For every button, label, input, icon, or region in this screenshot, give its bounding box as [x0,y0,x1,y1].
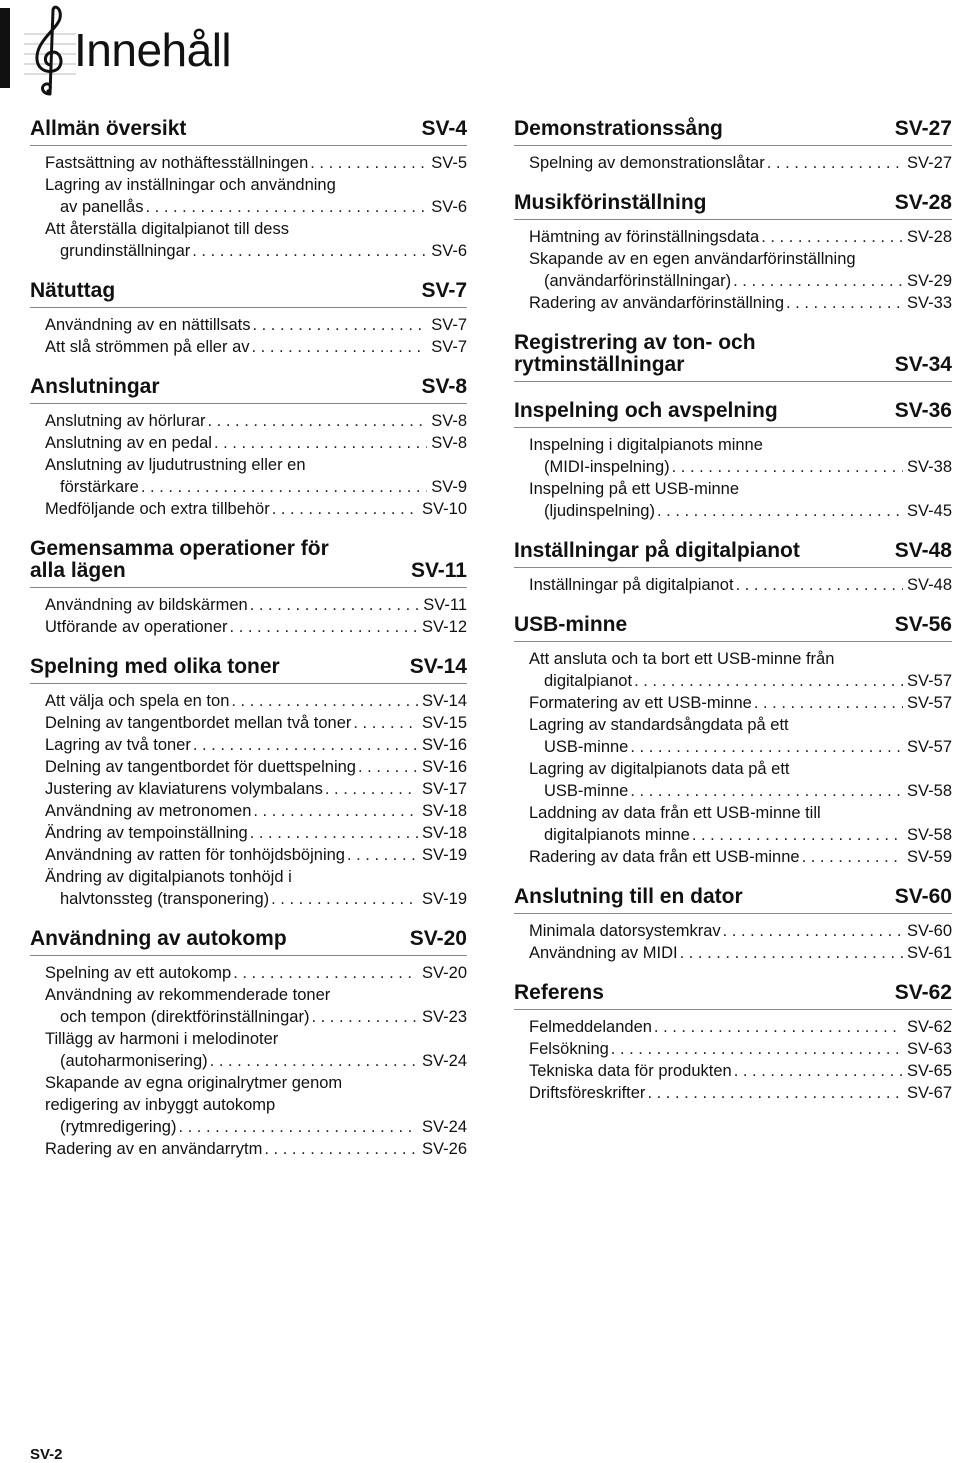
entry-line [45,712,467,734]
section-heading[interactable] [514,332,952,382]
entry-page-number: SV-59 [907,848,952,866]
entry-line [529,692,952,714]
section-page-number: SV-11 [410,559,467,582]
dot-leader [692,824,903,846]
entry-page-number: SV-57 [907,672,952,690]
dot-leader [733,270,903,292]
entry-page-number: SV-17 [422,780,467,798]
dot-leader [231,690,418,712]
entry-title: Användning av bildskärmen [45,596,248,614]
section-page-number: SV-48 [894,539,952,562]
entry-line [45,1138,467,1160]
toc-entry[interactable] [514,920,952,942]
section-heading[interactable] [514,540,952,568]
dot-leader [210,1050,418,1072]
dot-leader [178,1116,418,1138]
entry-title-first-line: Ändring av digitalpianots tonhöjd i [45,868,292,886]
entry-line [45,1116,467,1138]
toc-entry[interactable] [30,962,467,984]
entry-line [45,1006,467,1028]
entry-title: Justering av klaviaturens volymbalans [45,780,323,798]
toc-section [30,280,467,358]
section-heading[interactable] [30,656,467,684]
toc-entry[interactable] [30,844,467,866]
entry-title: Anslutning av en pedal [45,434,212,452]
section-page-number: SV-62 [894,981,952,1004]
section-page-number: SV-27 [894,117,952,140]
section-title: Gemensamma operationer för alla lägen [30,537,329,582]
section-heading[interactable] [514,118,952,146]
dot-leader [311,1006,418,1028]
entry-title: Användning av metronomen [45,802,252,820]
dot-leader [353,712,418,734]
dot-leader [647,1082,903,1104]
section-title: Anslutning till en dator [514,885,743,908]
toc-entry[interactable] [30,152,467,174]
entry-title: Utförande av operationer [45,618,228,636]
entry-title: Medföljande och extra tillbehör [45,500,270,518]
entry-page-number: SV-63 [907,1040,952,1058]
dot-leader [736,574,903,596]
entry-line [529,152,952,174]
toc-entry[interactable] [30,218,467,262]
toc-section [514,400,952,522]
entry-page-number: SV-65 [907,1062,952,1080]
dot-leader [358,756,418,778]
section-heading[interactable] [30,376,467,404]
entry-line [529,574,952,596]
entry-title: Att slå strömmen på eller av [45,338,250,356]
entry-title: (användarförinställningar) [544,272,732,290]
toc-right-column [514,118,952,1122]
section-title: Inspelning och avspelning [514,399,778,422]
entry-page-number: SV-23 [422,1008,467,1026]
entry-line [529,670,952,692]
dot-leader [250,822,418,844]
section-title: Inställningar på digitalpianot [514,539,800,562]
section-heading[interactable] [514,400,952,428]
entry-title: Spelning av ett autokomp [45,964,232,982]
entry-page-number: SV-24 [422,1052,467,1070]
entry-title: (rytmredigering) [60,1118,177,1136]
entry-line [45,756,467,778]
toc-entry[interactable] [30,866,467,910]
entry-line [45,336,467,358]
entry-line [45,962,467,984]
entry-line [45,314,467,336]
entry-title: Spelning av demonstrationslåtar [529,154,765,172]
entry-title-first-line: Lagring av inställningar och användning [45,176,336,194]
entry-page-number: SV-12 [422,618,467,636]
toc-entry[interactable] [30,734,467,756]
toc-entry[interactable] [30,756,467,778]
dot-leader [325,778,418,800]
entry-title-first-line: Att ansluta och ta bort ett USB-minne från [529,650,835,668]
entry-title: digitalpianots minne [544,826,690,844]
section-page-number: SV-34 [894,353,952,376]
dot-leader [761,226,903,248]
toc-entry[interactable] [514,434,952,478]
entry-title: Driftsföreskrifter [529,1084,646,1102]
entry-line [529,780,952,802]
dot-leader [192,240,427,262]
entry-page-number: SV-18 [422,824,467,842]
section-title: Spelning med olika toner [30,655,280,678]
dot-leader [250,594,420,616]
toc-entry[interactable] [514,714,952,758]
toc-section [30,656,467,910]
toc-entry[interactable] [30,174,467,218]
entry-title-first-line: Laddning av data från ett USB-minne till [529,804,821,822]
dot-leader [680,942,903,964]
entry-line [45,800,467,822]
toc-entry[interactable] [514,574,952,596]
entry-page-number: SV-24 [422,1118,467,1136]
entry-page-number: SV-67 [907,1084,952,1102]
entry-page-number: SV-61 [907,944,952,962]
entry-line [45,888,467,910]
entry-title: Minimala datorsystemkrav [529,922,721,940]
entry-title: Hämtning av förinställningsdata [529,228,760,246]
toc-entry[interactable] [30,454,467,498]
entry-page-number: SV-7 [431,316,467,334]
entry-line [45,822,467,844]
entry-line [45,498,467,520]
toc-entry[interactable] [30,712,467,734]
treble-clef-icon [20,4,76,100]
section-heading[interactable] [30,280,467,308]
entry-title: Radering av en användarrytm [45,1140,263,1158]
entry-page-number: SV-29 [907,272,952,290]
section-title: USB-minne [514,613,628,636]
toc-section [514,982,952,1104]
section-title: Användning av autokomp [30,927,287,950]
entry-page-number: SV-62 [907,1018,952,1036]
dot-leader [672,456,903,478]
dot-leader [734,1060,903,1082]
entry-title: Fastsättning av nothäftesställningen [45,154,309,172]
entry-title: (MIDI-inspelning) [544,458,670,476]
entry-line [529,1060,952,1082]
toc-left-column [30,118,467,1178]
toc-entry[interactable] [30,410,467,432]
entry-page-number: SV-19 [422,846,467,864]
toc-entry[interactable] [514,1016,952,1038]
entry-line [529,736,952,758]
entry-page-number: SV-9 [431,478,467,496]
dot-leader [786,292,903,314]
entry-title: Inställningar på digitalpianot [529,576,734,594]
entry-title: grundinställningar [60,242,191,260]
entry-title: digitalpianot [544,672,633,690]
toc-entry[interactable] [30,498,467,520]
entry-line [529,456,952,478]
toc-section [514,192,952,314]
toc-entry[interactable] [30,1138,467,1160]
dot-leader [141,476,427,498]
entry-title: Formatering av ett USB-minne [529,694,752,712]
section-page-number: SV-7 [421,279,467,302]
toc-section [514,540,952,596]
entry-line [45,432,467,454]
dot-leader [208,410,428,432]
entry-title: av panellås [60,198,144,216]
section-title: Referens [514,981,604,1004]
entry-page-number: SV-19 [422,890,467,908]
dot-leader [233,962,418,984]
entry-page-number: SV-60 [907,922,952,940]
entry-page-number: SV-28 [907,228,952,246]
header-bar [0,8,10,88]
toc-entry[interactable] [514,692,952,714]
dot-leader [310,152,427,174]
dot-leader [252,336,428,358]
section-title: Registrering av ton- och rytminställningar [514,331,756,376]
entry-page-number: SV-16 [422,736,467,754]
entry-title: Användning av MIDI [529,944,678,962]
entry-line [45,844,467,866]
entry-line [529,1016,952,1038]
entry-line [529,846,952,868]
section-heading[interactable] [514,614,952,642]
dot-leader [264,1138,418,1160]
section-title: Anslutningar [30,375,160,398]
section-title: Demonstrationssång [514,117,723,140]
toc-section [514,118,952,174]
page-number: SV-2 [30,1446,63,1463]
entry-page-number: SV-26 [422,1140,467,1158]
dot-leader [214,432,427,454]
entry-page-number: SV-38 [907,458,952,476]
entry-title-first-line: Inspelning på ett USB-minne [529,480,740,498]
entry-page-number: SV-7 [431,338,467,356]
toc-entry[interactable] [30,594,467,616]
toc-entry[interactable] [514,1060,952,1082]
section-heading[interactable] [30,538,467,588]
toc-entry[interactable] [514,292,952,314]
entry-line [45,690,467,712]
section-page-number: SV-20 [409,927,467,950]
entry-title: Felmeddelanden [529,1018,652,1036]
section-heading[interactable] [514,982,952,1010]
toc-section [514,614,952,868]
entry-page-number: SV-11 [423,596,467,614]
toc-entry[interactable] [514,152,952,174]
toc-entry[interactable] [514,248,952,292]
entry-page-number: SV-6 [431,198,467,216]
entry-page-number: SV-27 [907,154,952,172]
toc-entry[interactable] [30,616,467,638]
entry-title: Tekniska data för produkten [529,1062,732,1080]
entry-title: Att välja och spela en ton [45,692,230,710]
entry-line [45,410,467,432]
entry-line [529,1038,952,1060]
entry-page-number: SV-48 [907,576,952,594]
section-page-number: SV-14 [409,655,467,678]
entry-title: (autoharmonisering) [60,1052,208,1070]
entry-page-number: SV-8 [431,434,467,452]
entry-title-first-line: Tillägg av harmoni i melodinoter [45,1030,279,1048]
toc-entry[interactable] [514,1082,952,1104]
toc-entry[interactable] [30,800,467,822]
toc-entry[interactable] [514,226,952,248]
entry-title: Felsökning [529,1040,609,1058]
entry-page-number: SV-8 [431,412,467,430]
entry-title-first-line: Lagring av digitalpianots data på ett [529,760,790,778]
dot-leader [630,736,903,758]
entry-title: halvtonssteg (transponering) [60,890,270,908]
section-heading[interactable] [30,118,467,146]
entry-line [529,270,952,292]
entry-line [529,920,952,942]
section-title: Musikförinställning [514,191,707,214]
dot-leader [271,888,418,910]
toc-section [30,376,467,520]
dot-leader [611,1038,903,1060]
section-heading[interactable] [514,192,952,220]
entry-line [45,196,467,218]
section-page-number: SV-4 [421,117,467,140]
toc-entry[interactable] [30,336,467,358]
entry-line [529,292,952,314]
toc-entry[interactable] [30,314,467,336]
toc-entry[interactable] [514,802,952,846]
toc-entry[interactable] [514,942,952,964]
entry-title: Delning av tangentbordet för duettspelning [45,758,356,776]
dot-leader [754,692,903,714]
entry-title: USB-minne [544,738,629,756]
dot-leader [252,314,427,336]
entry-title: förstärkare [60,478,139,496]
toc-entry[interactable] [514,648,952,692]
toc-entry[interactable] [30,822,467,844]
dot-leader [193,734,418,756]
entry-line [45,734,467,756]
section-page-number: SV-36 [894,399,952,422]
entry-page-number: SV-58 [907,782,952,800]
entry-title: Radering av data från ett USB-minne [529,848,800,866]
entry-page-number: SV-16 [422,758,467,776]
entry-line [45,616,467,638]
section-heading[interactable] [514,886,952,914]
entry-page-number: SV-45 [907,502,952,520]
section-page-number: SV-28 [894,191,952,214]
dot-leader [630,780,903,802]
entry-title-first-line: Skapande av egna originalrytmer genom redigering av inbyggt autokomp [45,1074,343,1114]
toc-section [30,928,467,1160]
section-page-number: SV-56 [894,613,952,636]
entry-page-number: SV-20 [422,964,467,982]
entry-title: Användning av en nättillsats [45,316,251,334]
dot-leader [657,500,903,522]
entry-line [45,152,467,174]
toc-entry[interactable] [514,1038,952,1060]
entry-title: Radering av användarförinställning [529,294,784,312]
dot-leader [634,670,903,692]
entry-title: (ljudinspelning) [544,502,655,520]
section-page-number: SV-60 [894,885,952,908]
dot-leader [802,846,903,868]
toc-entry[interactable] [514,758,952,802]
entry-line [529,226,952,248]
entry-line [529,942,952,964]
entry-title-first-line: Att återställa digitalpianot till dess [45,220,289,238]
entry-title: och tempon (direktförinställningar) [60,1008,310,1026]
entry-page-number: SV-33 [907,294,952,312]
toc-section [30,118,467,262]
toc-entry[interactable] [30,1028,467,1072]
toc-section [30,538,467,638]
entry-line [529,1082,952,1104]
entry-page-number: SV-14 [422,692,467,710]
entry-page-number: SV-15 [422,714,467,732]
toc-entry[interactable] [30,778,467,800]
dot-leader [347,844,418,866]
section-page-number: SV-8 [421,375,467,398]
entry-title: USB-minne [544,782,629,800]
dot-leader [230,616,419,638]
toc-section [514,332,952,382]
toc-entry[interactable] [514,846,952,868]
entry-line [45,778,467,800]
toc-section [514,886,952,964]
entry-line [45,1050,467,1072]
section-heading[interactable] [30,928,467,956]
entry-title-first-line: Lagring av standardsångdata på ett [529,716,789,734]
toc-entry[interactable] [30,984,467,1028]
toc-entry[interactable] [514,478,952,522]
entry-line [45,476,467,498]
toc-entry[interactable] [30,432,467,454]
entry-line [45,240,467,262]
page-title: Innehåll [74,24,232,76]
entry-line [529,824,952,846]
dot-leader [654,1016,903,1038]
dot-leader [272,498,418,520]
section-title: Nätuttag [30,279,116,302]
dot-leader [253,800,418,822]
entry-title: Ändring av tempoinställning [45,824,248,842]
entry-title-first-line: Skapande av en egen användarförinställning [529,250,856,268]
entry-line [529,500,952,522]
entry-page-number: SV-6 [431,242,467,260]
entry-title-first-line: Inspelning i digitalpianots minne [529,436,763,454]
entry-title: Anslutning av hörlurar [45,412,206,430]
entry-title: Användning av ratten för tonhöjdsböjning [45,846,345,864]
dot-leader [145,196,427,218]
entry-page-number: SV-5 [431,154,467,172]
entry-title-first-line: Användning av rekommenderade toner [45,986,331,1004]
toc-entry[interactable] [30,690,467,712]
entry-page-number: SV-18 [422,802,467,820]
section-title: Allmän översikt [30,117,187,140]
entry-page-number: SV-57 [907,738,952,756]
entry-page-number: SV-58 [907,826,952,844]
entry-title-first-line: Anslutning av ljudutrustning eller en [45,456,306,474]
entry-page-number: SV-10 [422,500,467,518]
entry-title: Delning av tangentbordet mellan två toner [45,714,352,732]
dot-leader [767,152,903,174]
toc-entry[interactable] [30,1072,467,1138]
dot-leader [723,920,903,942]
entry-line [45,594,467,616]
entry-title: Lagring av två toner [45,736,191,754]
entry-page-number: SV-57 [907,694,952,712]
